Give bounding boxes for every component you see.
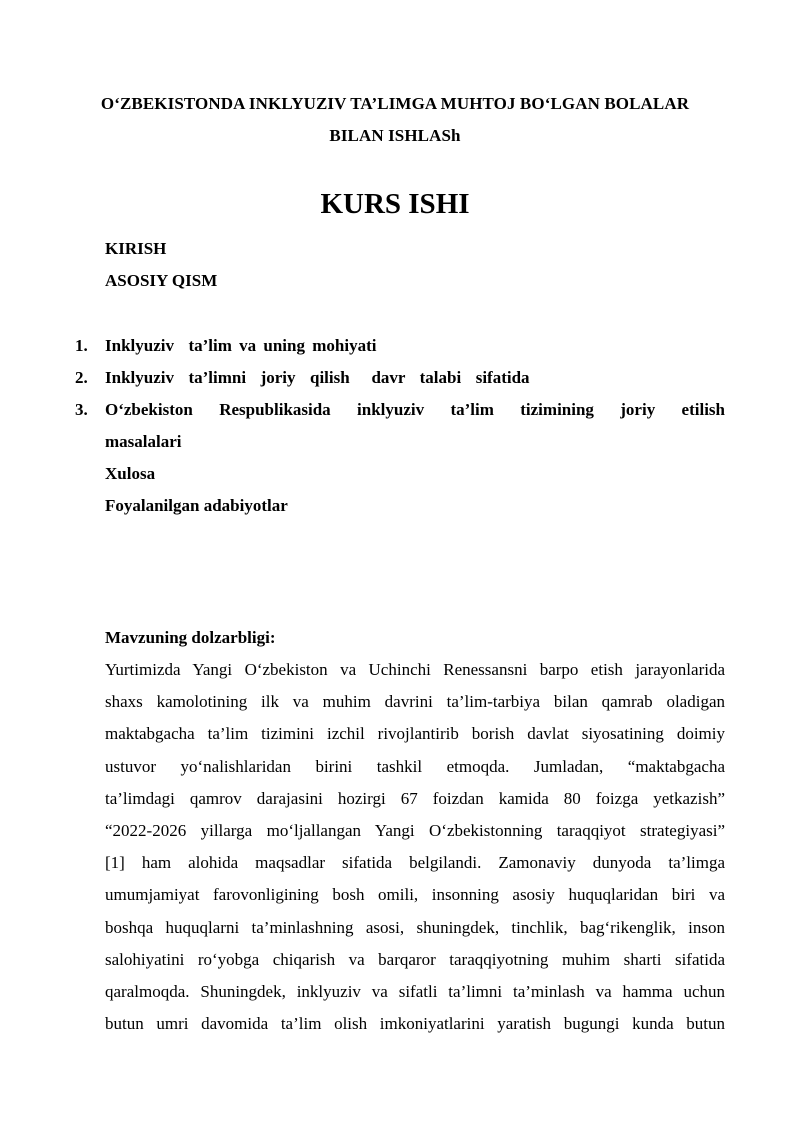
paragraph-line: “2022-2026 yillarga mo‘ljallangan Yangi O‘zbekistonning taraqqiyot strategiyasi”	[105, 821, 725, 841]
paragraph-line: ta’limdagi qamrov darajasini hozirgi 67 foizdan kamida 80 foizga yetkazish”	[105, 788, 725, 808]
paragraph-line: butun umri davomida ta’lim olish imkoniyatlarini yaratish bugungi kunda butun	[105, 1014, 725, 1034]
toc-item	[75, 362, 725, 394]
paragraph-line: Yurtimizda Yangi O‘zbekiston va Uchinchi Renessansni barpo etish jarayonlarida	[105, 660, 725, 679]
paragraph-line: maktabgacha ta’lim tizimini izchil rivojlantirib borish davlat siyosatining doimiy	[105, 724, 725, 744]
document-type-heading: KURS ISHI	[320, 188, 470, 220]
document-title-line-2: BILAN ISHLASh	[329, 126, 461, 145]
toc-item-text: Inklyuziv ta’lim va uning mohiyati	[105, 336, 377, 355]
toc-item-text	[105, 394, 725, 458]
paragraph-line: shaxs kamolotining ilk va muhim davrini ta’lim-tarbiya bilan qamrab oladigan	[105, 692, 725, 712]
toc-item-number: 3.	[75, 400, 88, 419]
relevance-paragraph	[105, 654, 725, 1040]
toc-item	[75, 394, 725, 458]
toc-item-number: 1.	[75, 336, 88, 355]
toc-list	[75, 330, 725, 458]
toc-references: Foyalanilgan adabiyotlar	[105, 496, 288, 515]
toc-item-text: Inklyuziv ta’limni joriy qilish davr talabi sifatida	[105, 368, 530, 387]
toc-conclusion: Xulosa	[105, 464, 156, 483]
toc-item	[75, 330, 725, 362]
paragraph-line: salohiyatini ro‘yobga chiqarish va barqaror taraqqiyotning muhim sharti sifatida	[105, 949, 725, 969]
relevance-heading: Mavzuning dolzarbligi:	[105, 628, 276, 647]
paragraph-line: qaralmoqda. Shuningdek, inklyuziv va sifatli ta’limni ta’minlash va hamma uchun	[105, 982, 725, 1002]
paragraph-line: umumjamiyat farovonligining bosh omili, insonning asosiy huquqlaridan biri va	[105, 885, 725, 905]
document-title-line-1: O‘ZBEKISTONDA INKLYUZIV TA’LIMGA MUHTOJ BO‘LGAN BOLALAR	[100, 94, 690, 113]
document-title	[60, 88, 730, 152]
paragraph-line: boshqa huquqlarni ta’minlashning asosi, shuningdek, tinchlik, bag‘rikenglik, inson	[105, 917, 725, 937]
toc-item-text-line-1: O‘zbekiston Respublikasida inklyuziv ta’lim tizimining joriy etilish	[105, 400, 725, 419]
toc-main-part: ASOSIY QISM	[105, 271, 218, 290]
paragraph-line: ustuvor yo‘nalishlaridan birini tashkil etmoqda. Jumladan, “maktabgacha	[105, 756, 725, 776]
paragraph-line: [1] ham alohida maqsadlar sifatida belgilandi. Zamonaviy dunyoda ta’limga	[105, 853, 725, 873]
toc-intro: KIRISH	[105, 239, 167, 258]
toc-item-number: 2.	[75, 368, 88, 387]
toc-item-text-line-2: masalalari	[105, 432, 182, 451]
